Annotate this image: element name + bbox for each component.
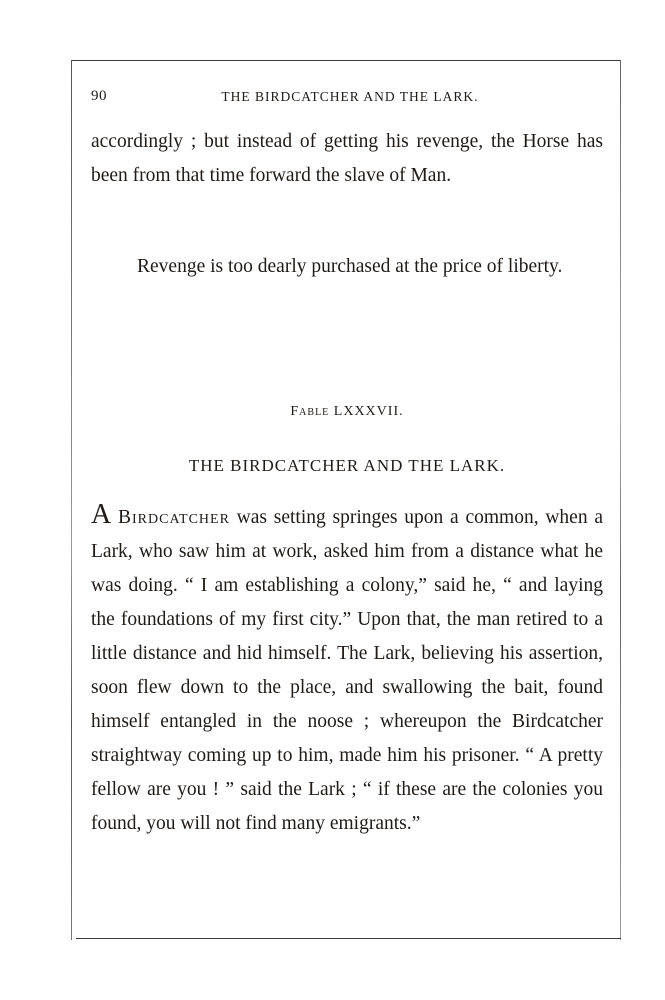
page-border-top xyxy=(72,60,620,61)
paragraph-moral: Revenge is too dearly purchased at the price of liberty. xyxy=(137,256,563,277)
fable-title: THE BIRDCATCHER AND THE LARK. xyxy=(188,456,506,475)
fable-number xyxy=(91,404,603,420)
lead-word: Birdcatcher xyxy=(118,507,230,528)
page-border-left xyxy=(71,60,72,940)
drop-cap: A xyxy=(91,499,112,530)
page-border-right xyxy=(620,60,621,940)
page-border-bottom xyxy=(76,938,621,939)
running-head: THE BIRDCATCHER AND THE LARK. xyxy=(221,89,479,104)
page-number: 90 xyxy=(91,88,107,104)
fable-body-text: was setting springes upon a common, when a Lark, who saw him at work, asked him from a distance what he was doing. “ I am establishing a colony,” said he, “ and laying the foundations of my first city.” Upon that, the man retired to a little distance and hid himself. The Lark, believing his assertion, soon flew down to the place, and swallowing the bait, found himself entangled in the noose ; whereupon the Birdcatcher straightway coming up to him, made him his prisoner. “ A pretty fellow are you ! ” said the Lark ; “ if these are the colonies you found, you will not find many emigrants.” xyxy=(91,507,603,834)
fable-number-text: Fable LXXXVII. xyxy=(290,404,404,419)
fable-body xyxy=(91,500,603,841)
paragraph-continuation: accordingly ; but instead of getting his revenge, the Horse has been from that time forward the slave of Man. xyxy=(91,131,603,186)
